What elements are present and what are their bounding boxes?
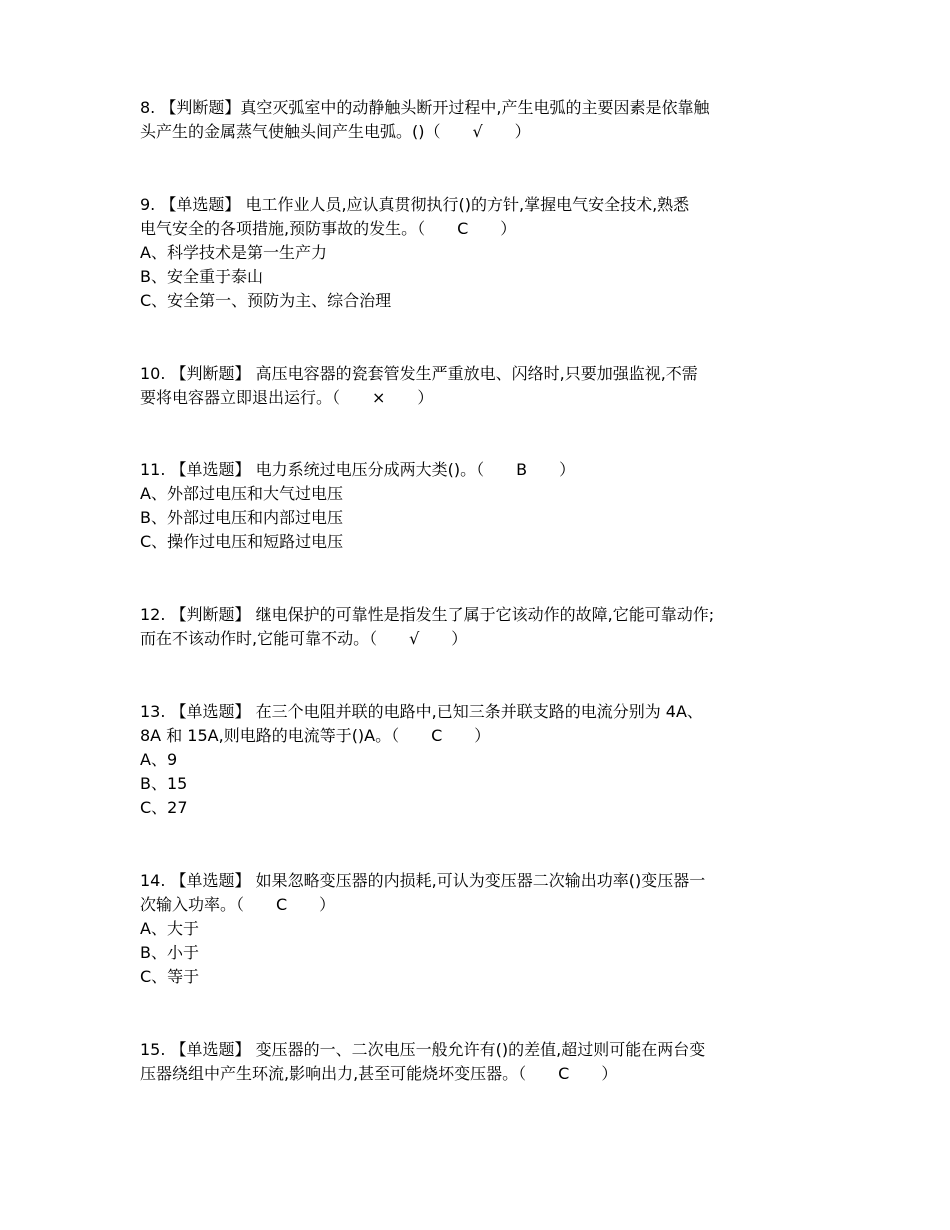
question-text-line: 14. 【单选题】 如果忽略变压器的内损耗,可认为变压器二次输出功率()变压器一 bbox=[140, 871, 706, 890]
option-c: C、安全第一、预防为主、综合治理 bbox=[140, 291, 392, 310]
question-text-line: 而在不该动作时,它能可靠不动。（ √ ） bbox=[140, 629, 468, 648]
option-b: B、15 bbox=[140, 774, 188, 793]
question-text-line: 10. 【判断题】 高压电容器的瓷套管发生严重放电、闪络时,只要加强监视,不需 bbox=[140, 364, 698, 383]
question-10 bbox=[140, 362, 830, 410]
question-9 bbox=[140, 193, 830, 313]
option-a: A、外部过电压和大气过电压 bbox=[140, 484, 343, 503]
question-text-line: 12. 【判断题】 继电保护的可靠性是指发生了属于它该动作的故障,它能可靠动作; bbox=[140, 605, 715, 624]
question-text-line: 9. 【单选题】 电工作业人员,应认真贯彻执行()的方针,掌握电气安全技术,熟悉 bbox=[140, 195, 690, 214]
question-8 bbox=[140, 96, 830, 144]
option-c: C、27 bbox=[140, 798, 188, 817]
question-text-line: 15. 【单选题】 变压器的一、二次电压一般允许有()的差值,超过则可能在两台变 bbox=[140, 1040, 706, 1059]
option-a: A、大于 bbox=[140, 919, 199, 938]
question-text-line: 13. 【单选题】 在三个电阻并联的电路中,已知三条并联支路的电流分别为 4A、 bbox=[140, 702, 703, 721]
option-b: B、安全重于泰山 bbox=[140, 267, 263, 286]
question-13 bbox=[140, 700, 830, 820]
question-text-line: 11. 【单选题】 电力系统过电压分成两大类()。（ B ） bbox=[140, 460, 576, 479]
question-text-line: 要将电容器立即退出运行。（ × ） bbox=[140, 388, 434, 407]
option-b: B、外部过电压和内部过电压 bbox=[140, 508, 343, 527]
question-14 bbox=[140, 869, 830, 989]
option-a: A、科学技术是第一生产力 bbox=[140, 243, 327, 262]
option-b: B、小于 bbox=[140, 943, 199, 962]
question-text-line: 头产生的金属蒸气使触头间产生电弧。()（ √ ） bbox=[140, 122, 531, 141]
question-text-line: 8A 和 15A,则电路的电流等于()A。（ C ） bbox=[140, 726, 491, 745]
option-c: C、操作过电压和短路过电压 bbox=[140, 532, 344, 551]
question-text-line: 压器绕组中产生环流,影响出力,甚至可能烧坏变压器。（ C ） bbox=[140, 1064, 618, 1083]
option-a: A、9 bbox=[140, 750, 178, 769]
question-text-line: 8. 【判断题】真空灭弧室中的动静触头断开过程中,产生电弧的主要因素是依靠触 bbox=[140, 98, 710, 117]
question-11 bbox=[140, 458, 830, 554]
question-text-line: 电气安全的各项措施,预防事故的发生。（ C ） bbox=[140, 219, 517, 238]
question-12 bbox=[140, 603, 830, 651]
question-15 bbox=[140, 1038, 830, 1086]
question-text-line: 次输入功率。（ C ） bbox=[140, 895, 336, 914]
option-c: C、等于 bbox=[140, 967, 200, 986]
